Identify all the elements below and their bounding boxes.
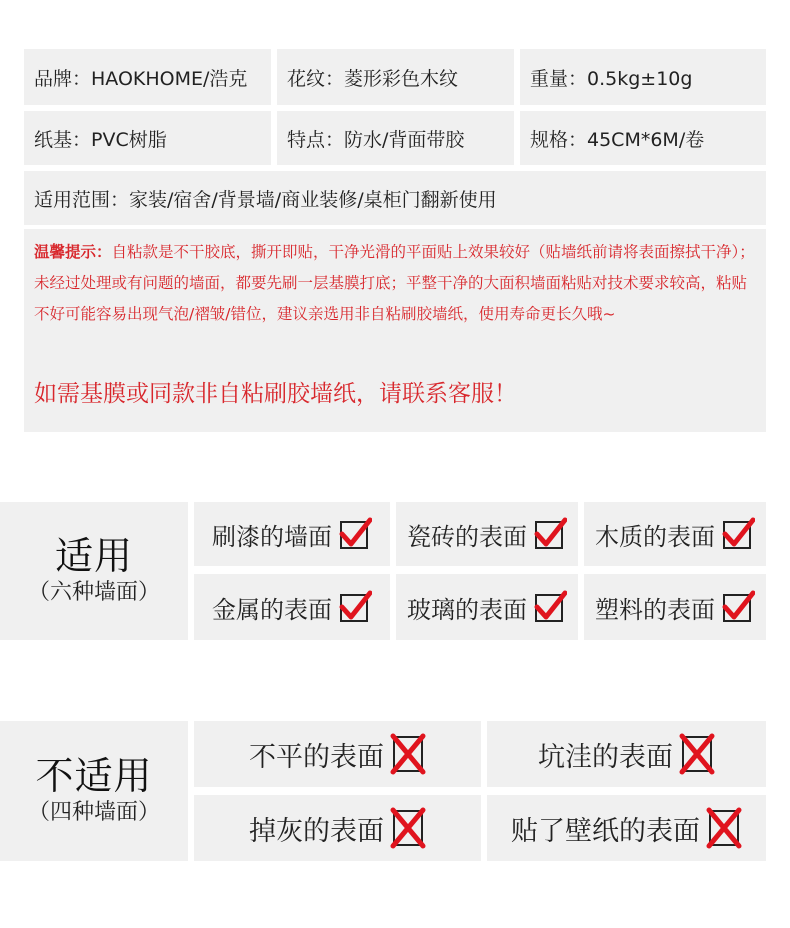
spec-weight: 重量：0.5kg±10g (520, 49, 766, 105)
unsuitable-subtitle: （四种墙面） (27, 800, 160, 825)
unsuitable-item-label: 贴了壁纸的表面 (511, 815, 700, 847)
suitable-item-label: 木质的表面 (595, 522, 715, 551)
spec-pattern: 花纹：菱形彩色木纹 (277, 49, 514, 105)
suitable-item (396, 574, 578, 640)
unsuitable-item-label: 不平的表面 (249, 741, 384, 773)
notice-label: 温馨提示： (34, 243, 112, 261)
spec-brand: 品牌：HAOKHOME/浩克 (24, 49, 271, 105)
suitable-category (0, 502, 188, 640)
cross-icon (390, 733, 426, 775)
unsuitable-item-label: 坑洼的表面 (538, 741, 673, 773)
suitable-item-label: 玻璃的表面 (407, 595, 527, 624)
cross-icon (390, 807, 426, 849)
unsuitable-title: 不适用 (35, 754, 153, 798)
notice-text (24, 229, 766, 330)
notice-contact: 如需基膜或同款非自粘刷胶墙纸，请联系客服！ (34, 381, 517, 407)
checkmark-icon (338, 590, 372, 624)
spec-features: 特点：防水/背面带胶 (277, 111, 514, 165)
suitable-item (396, 502, 578, 566)
suitable-item-label: 瓷砖的表面 (407, 522, 527, 551)
unsuitable-category (0, 721, 188, 861)
unsuitable-item (194, 795, 481, 861)
suitable-item (194, 574, 390, 640)
spec-size: 规格：45CM*6M/卷 (520, 111, 766, 165)
unsuitable-item (487, 721, 766, 787)
cross-icon (679, 733, 715, 775)
cross-icon (706, 807, 742, 849)
suitable-item (584, 574, 766, 640)
suitable-item-label: 金属的表面 (212, 595, 332, 624)
suitable-item-label: 刷漆的墙面 (212, 522, 332, 551)
checkmark-icon (533, 517, 567, 551)
notice-panel (24, 229, 766, 432)
suitable-item (194, 502, 390, 566)
unsuitable-item-label: 掉灰的表面 (249, 815, 384, 847)
spec-scope: 适用范围：家装/宿舍/背景墙/商业装修/桌柜门翻新使用 (24, 171, 766, 225)
suitable-subtitle: （六种墙面） (27, 580, 160, 605)
checkmark-icon (721, 517, 755, 551)
suitable-title: 适用 (54, 534, 133, 578)
suitable-item-label: 塑料的表面 (595, 595, 715, 624)
spec-base: 纸基：PVC树脂 (24, 111, 271, 165)
checkmark-icon (721, 590, 755, 624)
suitable-item (584, 502, 766, 566)
notice-body: 自粘款是不干胶底，撕开即贴，干净光滑的平面贴上效果较好（贴墙纸前请将表面擦拭干净）；未经过处理或有问题的墙面，都要先刷一层基膜打底；平整干净的大面积墙面粘贴对技术要求较高，粘贴不好可能容易出现气泡/褶皱/错位，建议亲选用非自粘刷胶墙纸，使用寿命更长久哦~ (34, 243, 755, 323)
checkmark-icon (338, 517, 372, 551)
unsuitable-item (487, 795, 766, 861)
checkmark-icon (533, 590, 567, 624)
unsuitable-item (194, 721, 481, 787)
